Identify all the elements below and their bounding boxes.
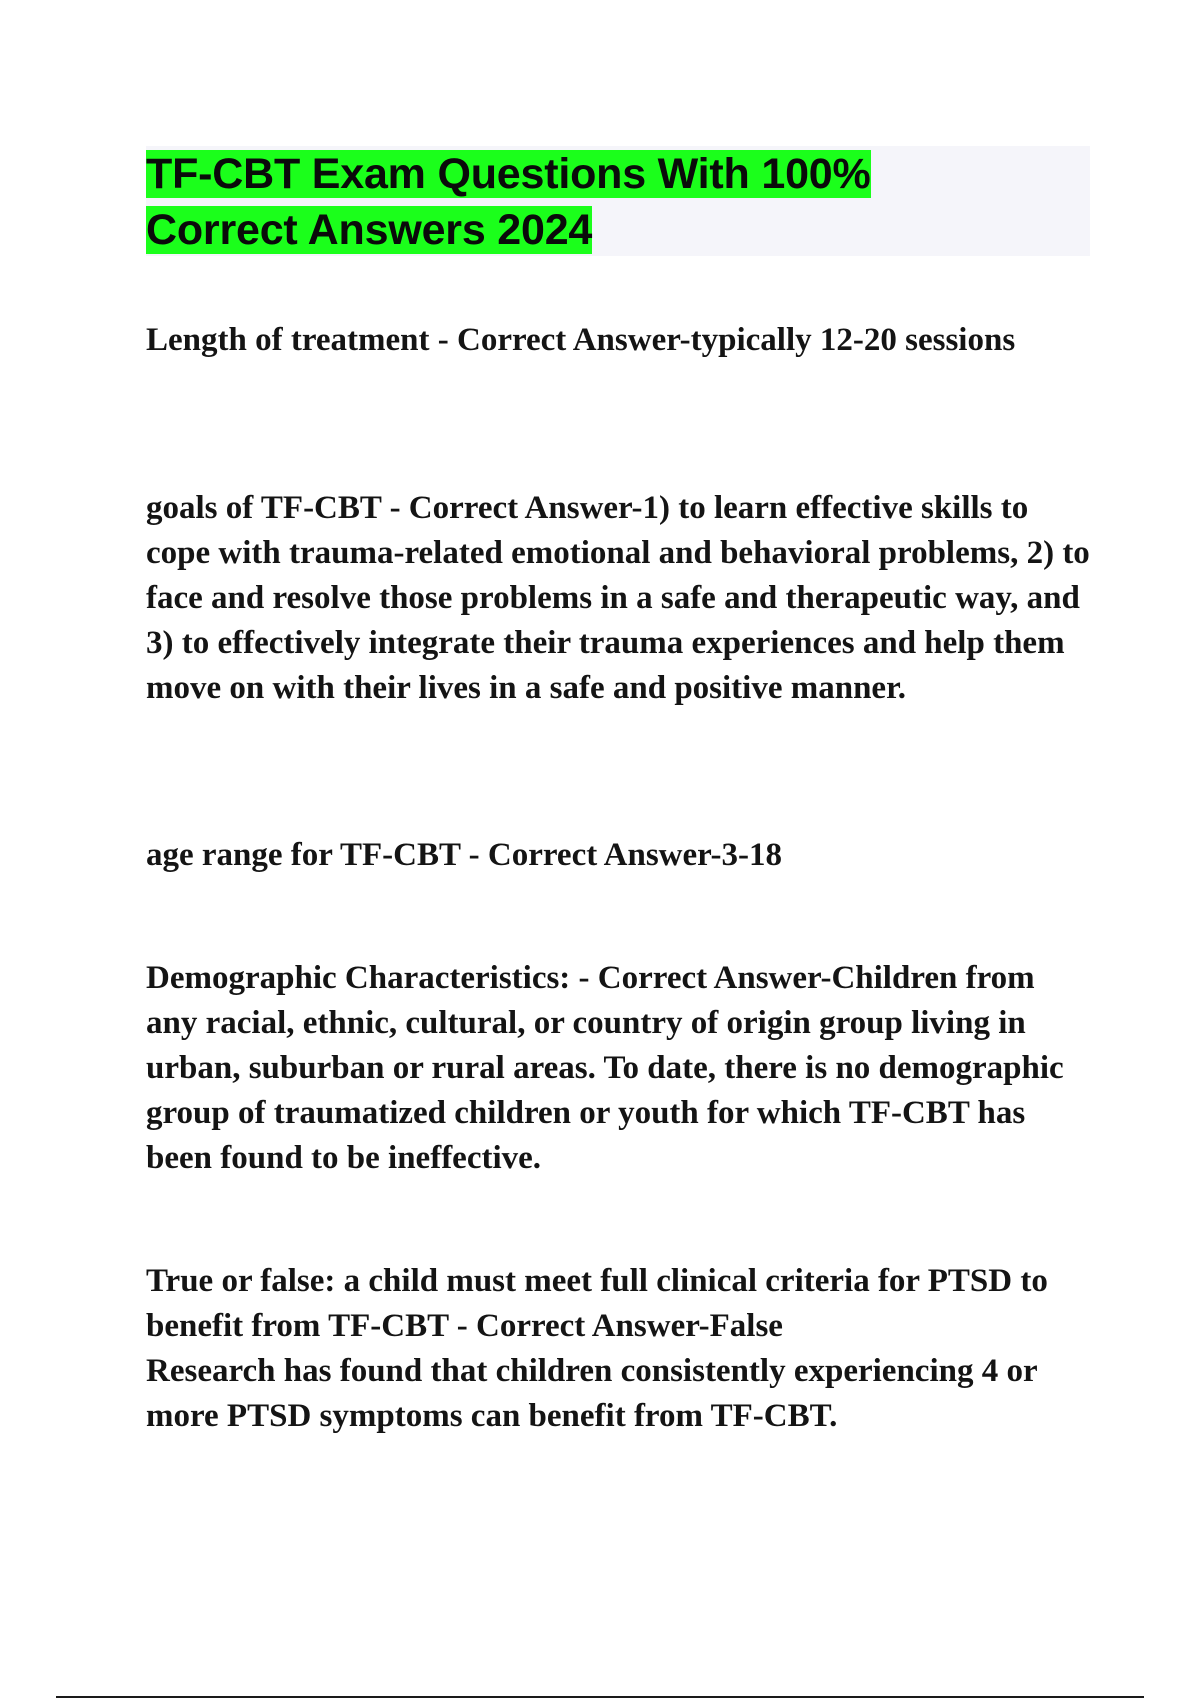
title-highlight-line-1: TF-CBT Exam Questions With 100% — [146, 150, 871, 198]
qa-item-age-range: age range for TF-CBT - Correct Answer-3-18 — [146, 837, 783, 873]
title-band — [146, 146, 1090, 256]
qa-item-length-of-treatment: Length of treatment - Correct Answer-typically 12-20 sessions — [146, 322, 1016, 358]
title-highlight-line-2: Correct Answers 2024 — [146, 206, 593, 254]
qa-item-goals: goals of TF-CBT - Correct Answer-1) to learn effective skills to cope with trauma-related emotional and behavioral problems, 2) to face and resolve those problems in a safe and therapeutic way, and 3) to effectively integrate their trauma experiences and help them move on with their lives in a safe and positive manner. — [146, 490, 1090, 706]
qa-item-demographics: Demographic Characteristics: - Correct Answer-Children from any racial, ethnic, cultural, or country of origin group living in urban, suburban or rural areas. To date, there is no demographic group of traumatized children or youth for which TF-CBT has been found to be ineffective. — [146, 960, 1064, 1176]
document-title — [146, 146, 1090, 258]
qa-item-true-or-false: True or false: a child must meet full clinical criteria for PTSD to benefit from TF-CBT - Correct Answer-False Research has found that children consistently experiencing 4 or more PTSD symptoms can benefit from TF-CBT. — [146, 1263, 1048, 1434]
bottom-rule — [56, 1696, 1144, 1698]
